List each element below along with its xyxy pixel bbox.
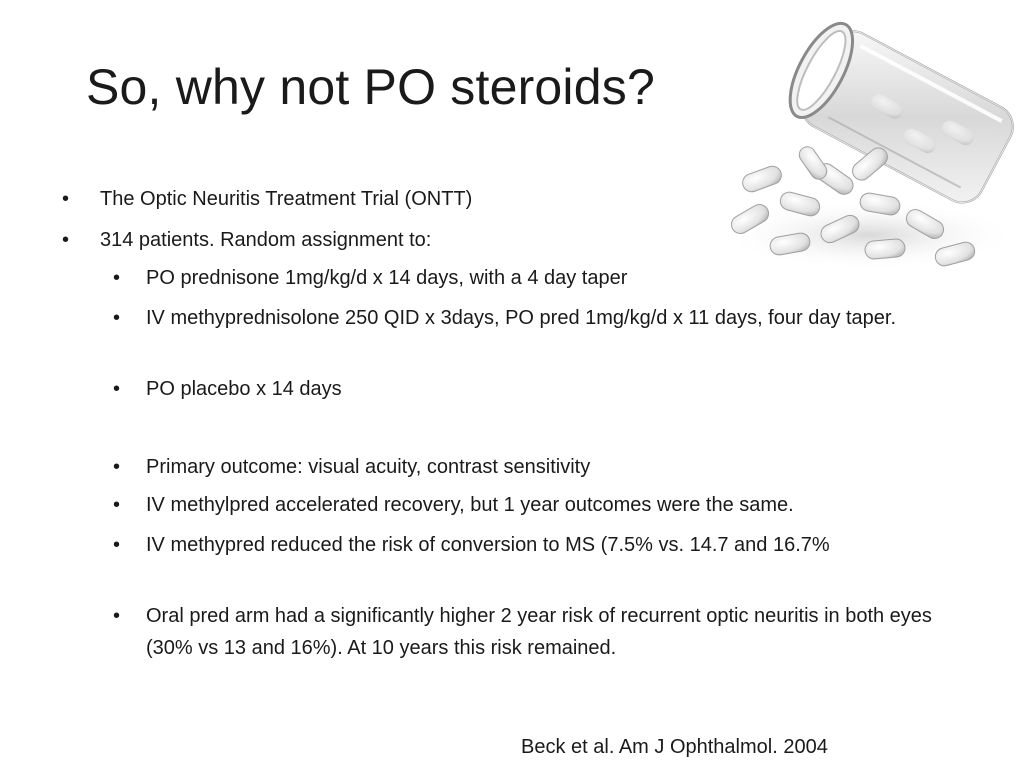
list-item — [0, 224, 431, 256]
list-item — [0, 451, 966, 483]
list-item — [0, 489, 966, 521]
list-item — [0, 529, 966, 561]
bullet-text: IV methylpred accelerated recovery, but 1 year outcomes were the same. — [146, 494, 794, 516]
bullet-text: Oral pred arm had a significantly higher 2 year risk of recurrent optic neuritis in both eyes (30% vs 13 and 16%). At 10 years this risk remained. — [146, 605, 932, 659]
bullet-text: PO placebo x 14 days — [146, 378, 342, 400]
bullet-marker: • — [113, 494, 121, 516]
list-item — [0, 262, 966, 294]
pill-bottle-icon — [700, 20, 1024, 275]
list-item — [0, 600, 966, 664]
bullet-marker: • — [62, 188, 70, 210]
bullet-text: Primary outcome: visual acuity, contrast sensitivity — [146, 456, 591, 478]
list-item — [0, 183, 472, 215]
bullet-marker: • — [113, 456, 121, 478]
bullet-marker: • — [113, 378, 121, 400]
bullet-text: The Optic Neuritis Treatment Trial (ONTT) — [100, 188, 473, 210]
bullet-marker: • — [113, 534, 121, 556]
bullet-text: PO prednisone 1mg/kg/d x 14 days, with a 4 day taper — [146, 267, 628, 289]
bullet-text: IV methypred reduced the risk of conversion to MS (7.5% vs. 14.7 and 16.7% — [146, 534, 830, 556]
bullet-marker: • — [113, 605, 121, 627]
bullet-text: IV methyprednisolone 250 QID x 3days, PO pred 1mg/kg/d x 11 days, four day taper. — [146, 307, 897, 329]
bullet-text: 314 patients. Random assignment to: — [100, 229, 432, 251]
bullet-marker: • — [62, 229, 70, 251]
bullet-marker: • — [113, 267, 121, 289]
citation: Beck et al. Am J Ophthalmol. 2004 — [521, 736, 828, 758]
slide-title: So, why not PO steroids? — [86, 59, 655, 115]
list-item — [0, 302, 966, 334]
list-item — [0, 373, 966, 405]
bullet-marker: • — [113, 307, 121, 329]
